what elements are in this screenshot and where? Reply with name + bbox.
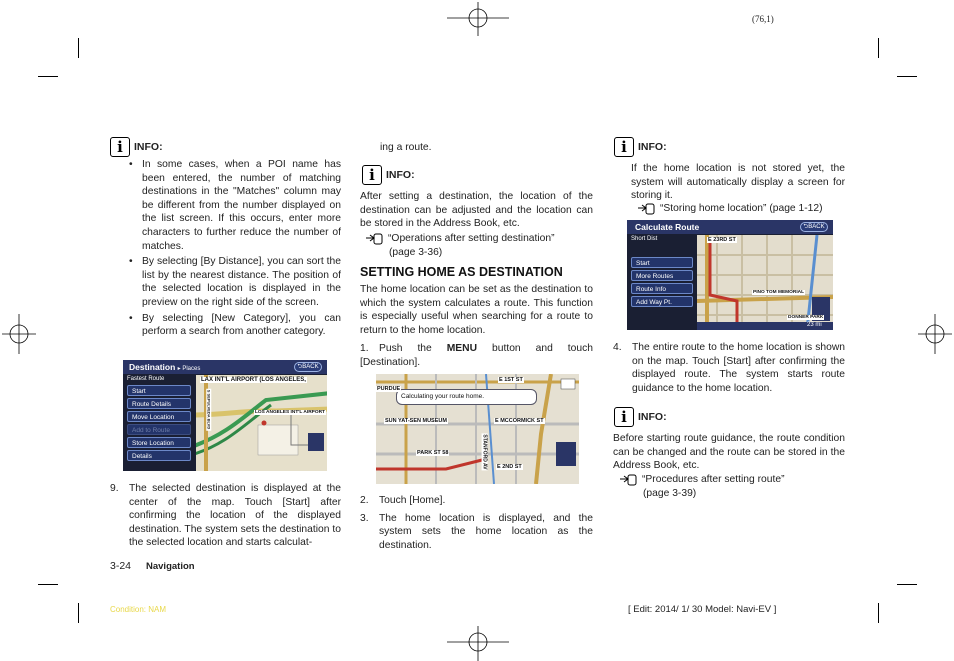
crop-mark	[38, 76, 58, 77]
back-button[interactable]: ⮌BACK	[294, 362, 322, 372]
condition-label: Condition: NAM	[110, 605, 167, 614]
list-item: 3. The home location is displayed, and the system sets the home location as the destination.	[360, 512, 593, 551]
reference-hand-icon	[636, 202, 656, 216]
list-item: • By selecting [By Distance], you can sort the list by the nearest distance. The position of the selected location is displayed in the preview on the right side of the screen.	[124, 255, 341, 309]
edit-info: [ Edit: 2014/ 1/ 30 Model: Navi-EV ]	[628, 604, 777, 615]
start-button[interactable]: Start	[631, 257, 693, 268]
page-number: 3-24	[110, 560, 132, 572]
back-button[interactable]: ⮌BACK	[800, 222, 828, 232]
route-home-screen: Calculating your route home. PURDUE E 1ST ST SUN YAT-SEN MUSEUM E MCCORMICK ST PARK ST 58 E 2ND ST STANFORD AV	[376, 374, 579, 484]
registration-mark-bottom	[447, 626, 509, 661]
route-banner: Calculating your route home.	[396, 389, 537, 405]
info-bullet-list	[124, 158, 341, 341]
route-details-button[interactable]: Route Details	[127, 398, 191, 409]
info-heading: i INFO:	[110, 137, 163, 157]
route-map: E 23RD ST PINO TOM MEMORIAL DONNER PARK 23 mi	[697, 235, 833, 330]
crop-mark	[878, 38, 879, 58]
start-button[interactable]: Start	[127, 385, 191, 396]
calculate-route-screen	[627, 220, 833, 330]
more-routes-button[interactable]: More Routes	[631, 270, 693, 281]
crop-mark	[897, 584, 917, 585]
screen-title: Calculate Route	[635, 222, 700, 232]
info-text: After setting a destination, the location of the destination can be adjusted and the location can be stored in the Address Book, etc.	[360, 191, 593, 230]
section-heading: SETTING HOME AS DESTINATION	[360, 265, 563, 279]
reference-hand-icon	[618, 473, 638, 487]
page-reference-link[interactable]: “Operations after setting destination” (page 3-36)	[364, 232, 594, 259]
list-item: • By selecting [New Category], you can perform a search from another category.	[124, 312, 341, 339]
map-preview: LAX INT'L AIRPORT (LOS ANGELES, LOS ANGELES INT'L AIRPORT S SEPULVEDA BLVD	[196, 375, 327, 471]
reference-hand-icon	[364, 232, 384, 246]
registration-mark-left	[2, 312, 36, 356]
info-icon: i	[362, 165, 382, 185]
continued-text: ing a route.	[380, 142, 432, 153]
move-location-button[interactable]: Move Location	[127, 411, 191, 422]
sort-label: Short Dist	[631, 236, 658, 242]
step-list	[110, 482, 341, 554]
page-reference-link[interactable]: “Procedures after setting route” (page 3-39)	[618, 473, 838, 500]
info-icon: i	[110, 137, 130, 157]
step-1: 1. Push the MENU button and touch [Destination].	[360, 343, 593, 368]
crop-mark	[78, 38, 79, 58]
distance-readout: 23 mi	[807, 322, 822, 328]
step-list	[613, 341, 845, 399]
add-waypoint-button[interactable]: Add Way Pt.	[631, 296, 693, 307]
store-location-button[interactable]: Store Location	[127, 437, 191, 448]
info-heading: i INFO:	[362, 165, 415, 185]
info-icon: i	[614, 407, 634, 427]
crop-mark	[78, 603, 79, 623]
details-button[interactable]: Details	[127, 450, 191, 461]
crop-mark	[878, 603, 879, 623]
add-to-route-button[interactable]: Add to Route	[127, 424, 191, 435]
intro-paragraph: The home location can be set as the destination to which the system calculates a route. This function is especially useful when searching for a route to return to the home location.	[360, 284, 593, 336]
info-text: If the home location is not stored yet, the system will automatically display a screen for storing it.	[631, 163, 845, 202]
route-info-button[interactable]: Route Info	[631, 283, 693, 294]
back-arrow-icon: ⮌	[803, 224, 809, 230]
registration-mark-right	[918, 312, 952, 356]
registration-mark-top	[447, 2, 509, 36]
list-item: 2. Touch [Home].	[360, 495, 446, 506]
list-item: 9. The selected destination is displayed at the center of the map. Touch [Start] after confirming the location of the displayed destination. The system sets the destination to the selected location and starts calculat-	[110, 483, 341, 549]
list-item: • In some cases, when a POI name has been entered, the number of matching destinations in the "Matches" column may be different from the number displayed on the list screen. If this occurs, enter more characters to further reduce the number of matches.	[124, 158, 341, 253]
list-item: 4. The entire route to the home location is shown on the map. Touch [Start] after confirming the displayed route. The system starts route guidance to the home location.	[613, 342, 845, 394]
page-reference: (76,1)	[752, 14, 774, 24]
page-reference-link[interactable]: “Storing home location” (page 1-12)	[636, 202, 850, 216]
info-icon: i	[614, 137, 634, 157]
sort-label: Fastest Route	[127, 376, 165, 382]
crop-mark	[897, 76, 917, 77]
section-label: Navigation	[146, 561, 195, 572]
back-arrow-icon: ⮌	[297, 364, 303, 370]
step-list	[360, 494, 593, 556]
screen-title: Destination ▸ Places	[129, 362, 201, 372]
destination-screen	[123, 360, 327, 471]
info-heading: i INFO:	[614, 137, 667, 157]
info-heading: i INFO:	[614, 407, 667, 427]
info-text: Before starting route guidance, the route condition can be changed and the route can be stored in the Address Book, etc.	[613, 433, 845, 472]
crop-mark	[38, 584, 58, 585]
